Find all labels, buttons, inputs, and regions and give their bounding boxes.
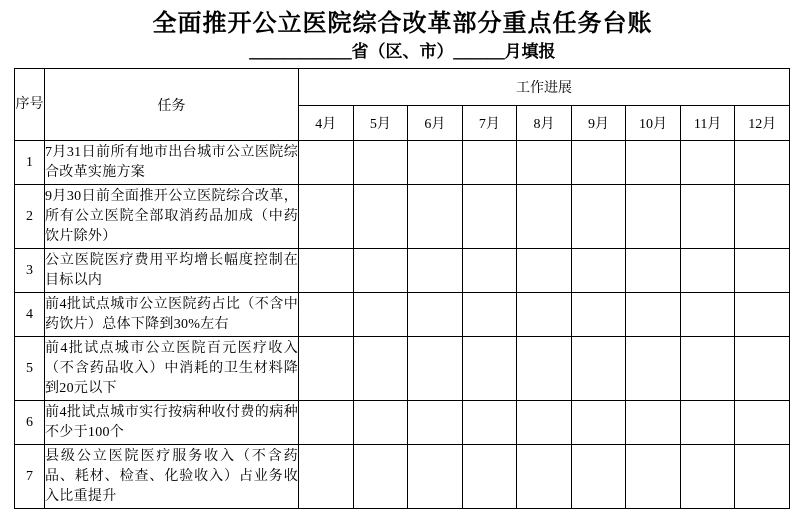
progress-cell-month-4月 — [299, 337, 354, 401]
progress-cell-month-4月 — [299, 141, 354, 185]
task-ledger-table — [14, 68, 790, 509]
progress-cell-month-12月 — [735, 293, 790, 337]
progress-cell-month-5月 — [353, 445, 408, 509]
month-blank: ＿＿＿ — [453, 42, 505, 61]
page-title: 全面推开公立医院综合改革部分重点任务台账 — [152, 11, 653, 37]
header-month-6: 6月 — [408, 106, 463, 141]
progress-cell-month-5月 — [353, 249, 408, 293]
task-cell: 前4批试点城市公立医院百元医疗收入（不含药品收入）中消耗的卫生材料降到20元以下 — [45, 337, 299, 401]
header-month-11: 11月 — [680, 106, 735, 141]
progress-cell-month-4月 — [299, 401, 354, 445]
progress-cell-month-4月 — [299, 445, 354, 509]
progress-cell-month-9月 — [571, 445, 626, 509]
progress-cell-month-12月 — [735, 249, 790, 293]
progress-cell-month-7月 — [462, 401, 517, 445]
progress-cell-month-4月 — [299, 293, 354, 337]
header-month-10: 10月 — [626, 106, 681, 141]
task-cell: 9月30日前全面推开公立医院综合改革，所有公立医院全部取消药品加成（中药饮片除外） — [45, 185, 299, 249]
progress-cell-month-10月 — [626, 293, 681, 337]
progress-cell-month-6月 — [408, 249, 463, 293]
header-month-9: 9月 — [571, 106, 626, 141]
progress-cell-month-8月 — [517, 141, 572, 185]
seq-cell: 3 — [15, 249, 45, 293]
progress-cell-month-9月 — [571, 401, 626, 445]
progress-cell-month-9月 — [571, 249, 626, 293]
progress-cell-month-7月 — [462, 141, 517, 185]
progress-cell-month-10月 — [626, 337, 681, 401]
header-month-8: 8月 — [517, 106, 572, 141]
progress-cell-month-6月 — [408, 185, 463, 249]
progress-cell-month-12月 — [735, 185, 790, 249]
progress-cell-month-11月 — [680, 401, 735, 445]
progress-cell-month-6月 — [408, 337, 463, 401]
progress-cell-month-10月 — [626, 249, 681, 293]
task-cell: 县级公立医院医疗服务收入（不含药品、耗材、检查、化验收入）占业务收入比重提升 — [45, 445, 299, 509]
progress-cell-month-10月 — [626, 141, 681, 185]
progress-cell-month-11月 — [680, 337, 735, 401]
table-row-5 — [15, 337, 790, 401]
progress-cell-month-12月 — [735, 337, 790, 401]
task-cell: 公立医院医疗费用平均增长幅度控制在目标以内 — [45, 249, 299, 293]
header-month-5: 5月 — [353, 106, 408, 141]
progress-cell-month-9月 — [571, 185, 626, 249]
progress-cell-month-5月 — [353, 185, 408, 249]
task-cell: 7月31日前所有地市出台城市公立医院综合改革实施方案 — [45, 141, 299, 185]
progress-cell-month-8月 — [517, 401, 572, 445]
progress-cell-month-6月 — [408, 445, 463, 509]
progress-cell-month-8月 — [517, 185, 572, 249]
table-row-3 — [15, 249, 790, 293]
progress-cell-month-9月 — [571, 337, 626, 401]
progress-cell-month-11月 — [680, 185, 735, 249]
progress-cell-month-12月 — [735, 445, 790, 509]
progress-cell-month-11月 — [680, 445, 735, 509]
header-task: 任务 — [45, 69, 299, 141]
progress-cell-month-7月 — [462, 337, 517, 401]
province-label: 省（区、市） — [351, 42, 454, 61]
progress-cell-month-10月 — [626, 185, 681, 249]
progress-cell-month-5月 — [353, 337, 408, 401]
progress-cell-month-6月 — [408, 293, 463, 337]
progress-cell-month-10月 — [626, 445, 681, 509]
table-row-2 — [15, 185, 790, 249]
header-month-4: 4月 — [299, 106, 354, 141]
progress-cell-month-11月 — [680, 141, 735, 185]
header-progress: 工作进展 — [299, 69, 790, 106]
progress-cell-month-4月 — [299, 185, 354, 249]
progress-cell-month-11月 — [680, 249, 735, 293]
subtitle — [0, 41, 805, 63]
seq-cell: 7 — [15, 445, 45, 509]
progress-cell-month-11月 — [680, 293, 735, 337]
seq-cell: 2 — [15, 185, 45, 249]
progress-cell-month-5月 — [353, 401, 408, 445]
header-seq: 序号 — [15, 69, 45, 141]
seq-cell: 1 — [15, 141, 45, 185]
table-row-7 — [15, 445, 790, 509]
task-cell: 前4批试点城市公立医院药占比（不含中药饮片）总体下降到30%左右 — [45, 293, 299, 337]
progress-cell-month-8月 — [517, 293, 572, 337]
task-cell: 前4批试点城市实行按病种收付费的病种不少于100个 — [45, 401, 299, 445]
header-month-12: 12月 — [735, 106, 790, 141]
progress-cell-month-10月 — [626, 401, 681, 445]
progress-cell-month-9月 — [571, 293, 626, 337]
month-label: 月填报 — [504, 42, 556, 61]
table-row-4 — [15, 293, 790, 337]
progress-cell-month-8月 — [517, 337, 572, 401]
table-row-6 — [15, 401, 790, 445]
progress-cell-month-12月 — [735, 141, 790, 185]
progress-cell-month-9月 — [571, 141, 626, 185]
progress-cell-month-5月 — [353, 141, 408, 185]
progress-cell-month-7月 — [462, 293, 517, 337]
progress-cell-month-7月 — [462, 249, 517, 293]
progress-cell-month-6月 — [408, 401, 463, 445]
seq-cell: 5 — [15, 337, 45, 401]
progress-cell-month-8月 — [517, 445, 572, 509]
seq-cell: 4 — [15, 293, 45, 337]
progress-cell-month-7月 — [462, 445, 517, 509]
progress-cell-month-6月 — [408, 141, 463, 185]
progress-cell-month-7月 — [462, 185, 517, 249]
progress-cell-month-5月 — [353, 293, 408, 337]
table-body — [15, 141, 790, 509]
seq-cell: 6 — [15, 401, 45, 445]
table-row-1 — [15, 141, 790, 185]
progress-cell-month-4月 — [299, 249, 354, 293]
header-month-7: 7月 — [462, 106, 517, 141]
province-blank: ＿＿＿＿＿＿ — [249, 42, 352, 61]
progress-cell-month-12月 — [735, 401, 790, 445]
progress-cell-month-8月 — [517, 249, 572, 293]
